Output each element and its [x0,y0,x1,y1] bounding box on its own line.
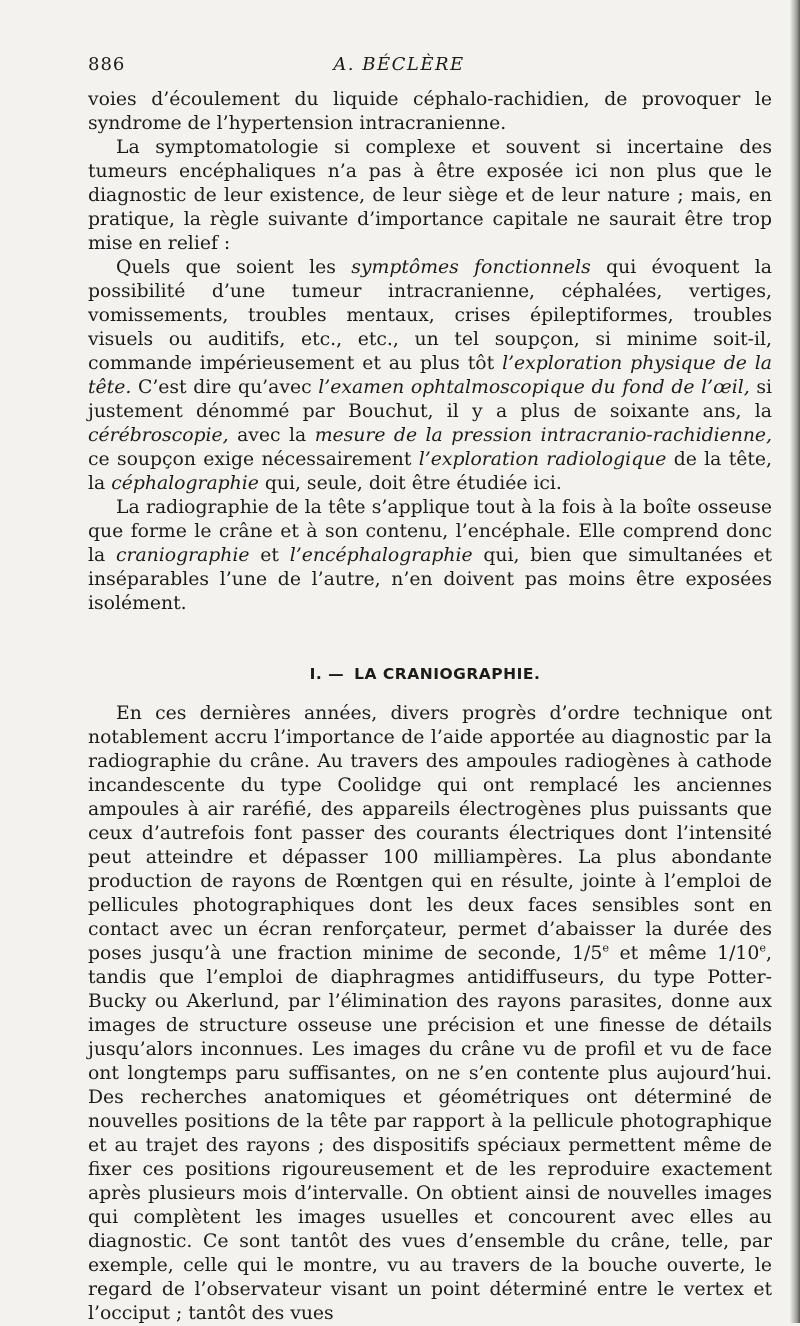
section-heading [88,662,772,686]
italic-run: mesure de la pression intracranio-rachidienne, [314,425,772,446]
italic-run: cérébroscopie, [88,425,229,446]
text-run: qui évoquent la possibilité d’une tumeur intracranienne, céphalées, vertiges, vomissements, troubles mentaux, crises épileptiformes, troubles visuels ou auditifs, etc., etc., un tel soupçon, si minime soit-il, commande impérieusement et au plus tôt [88,257,772,374]
text-run: ce soupçon exige nécessairement [88,449,419,470]
text-run: si justement dénommé par Bouchut, il y a plus de soixante ans, la [88,377,772,422]
italic-run: l’examen ophtalmoscopique du fond de l’œil, [318,377,750,398]
paragraph-4 [88,496,772,616]
paragraph-5 [88,702,772,1326]
italic-run: l’exploration radiologique [418,449,667,470]
text-run: qui, bien que simultanées et inséparables l’une de l’autre, n’en doivent pas moins être exposées isolément. [88,545,772,614]
page-header [88,54,710,80]
text-run: Quels que soient les [116,257,352,278]
superscript: e [602,941,609,955]
italic-run: craniographie [115,545,250,566]
body-text [88,88,772,1326]
page-number: 886 [88,54,126,75]
paragraph-3 [88,256,772,496]
text-run: et [249,545,290,566]
text-run: La radiographie de la tête s’applique tout à la fois à la boîte osseuse que forme le crâne et à son contenu, l’encéphale. Elle comprend donc la [88,497,772,566]
italic-run: céphalographie [111,473,259,494]
superscript: e [759,941,766,955]
text-run: avec la [228,425,315,446]
italic-run: symptômes fonctionnels [351,257,591,278]
text-run: et même 1/10 [608,943,760,964]
running-title: A. BÉCLÈRE [333,54,465,75]
italic-run: l’exploration physique de la tête. [88,353,772,398]
section-title: LA CRANIOGRAPHIE. [354,665,541,683]
text-run: , tandis que l’emploi de diaphragmes antidiffuseurs, du type Potter-Bucky ou Akerlund, par l’élimination des rayons parasites, donne aux images de structure osseuse une précision et une finesse de détails jusqu’alors inconnues. Les images du crâne vu de profil et vu de face ont longtemps paru suffisantes, on ne s’en contente plus aujourd’hui. Des recherches anatomiques et géométriques ont déterminé de nouvelles positions de la tête par rapport à la pellicule photographique et au trajet des rayons ; des dispositifs spéciaux permettent même de fixer ces positions rigoureusement et de les reproduire exactement après plusieurs mois d’intervalle. On obtient ainsi de nouvelles images qui complètent les images usuelles et concourent avec elles au diagnostic. Ce sont tantôt des vues d’ensemble du crâne, telle, par exemple, celle qui le montre, vu au travers de la bouche ouverte, le regard de l’observateur visant un point déterminé entre le vertex et l’occiput ; tantôt des vues [88,943,772,1324]
paragraph-1: voies d’écoulement du liquide céphalo-rachidien, de provoquer le syndrome de l’hypertension intracranienne. [88,89,772,134]
section-number: I. — [309,665,345,683]
paragraph-2: La symptomatologie si complexe et souvent si incertaine des tumeurs encéphaliques n’a pas à être exposée ici non plus que le diagnostic de leur existence, de leur siège et de leur nature ; mais, en pratique, la règle suivante d’importance capitale ne saurait être trop mise en relief : [88,137,772,254]
italic-run: l’encéphalographie [289,545,473,566]
text-run: C’est dire qu’avec [131,377,319,398]
text-run: de la tête, la [88,449,772,494]
text-run: qui, seule, doit être étudiée ici. [258,473,562,494]
text-run: En ces dernières années, divers progrès d’ordre technique ont notablement accru l’importance de l’aide apportée au diagnostic par la radiographie du crâne. Au travers des ampoules radiogènes à cathode incandescente du type Coolidge qui ont remplacé les anciennes ampoules à air raréfié, des appareils électrogènes plus puissants que ceux d’autrefois font passer des courants électriques dont l’intensité peut atteindre et dépasser 100 milliampères. La plus abondante production de rayons de Rœntgen qui en résulte, jointe à l’emploi de pellicules photographiques dont les deux faces sensibles sont en contact avec un écran renforçateur, permet d’abaisser la durée des poses jusqu’à une fraction minime de seconde, 1/5 [88,703,772,964]
page-edge-shadow [790,0,800,1323]
